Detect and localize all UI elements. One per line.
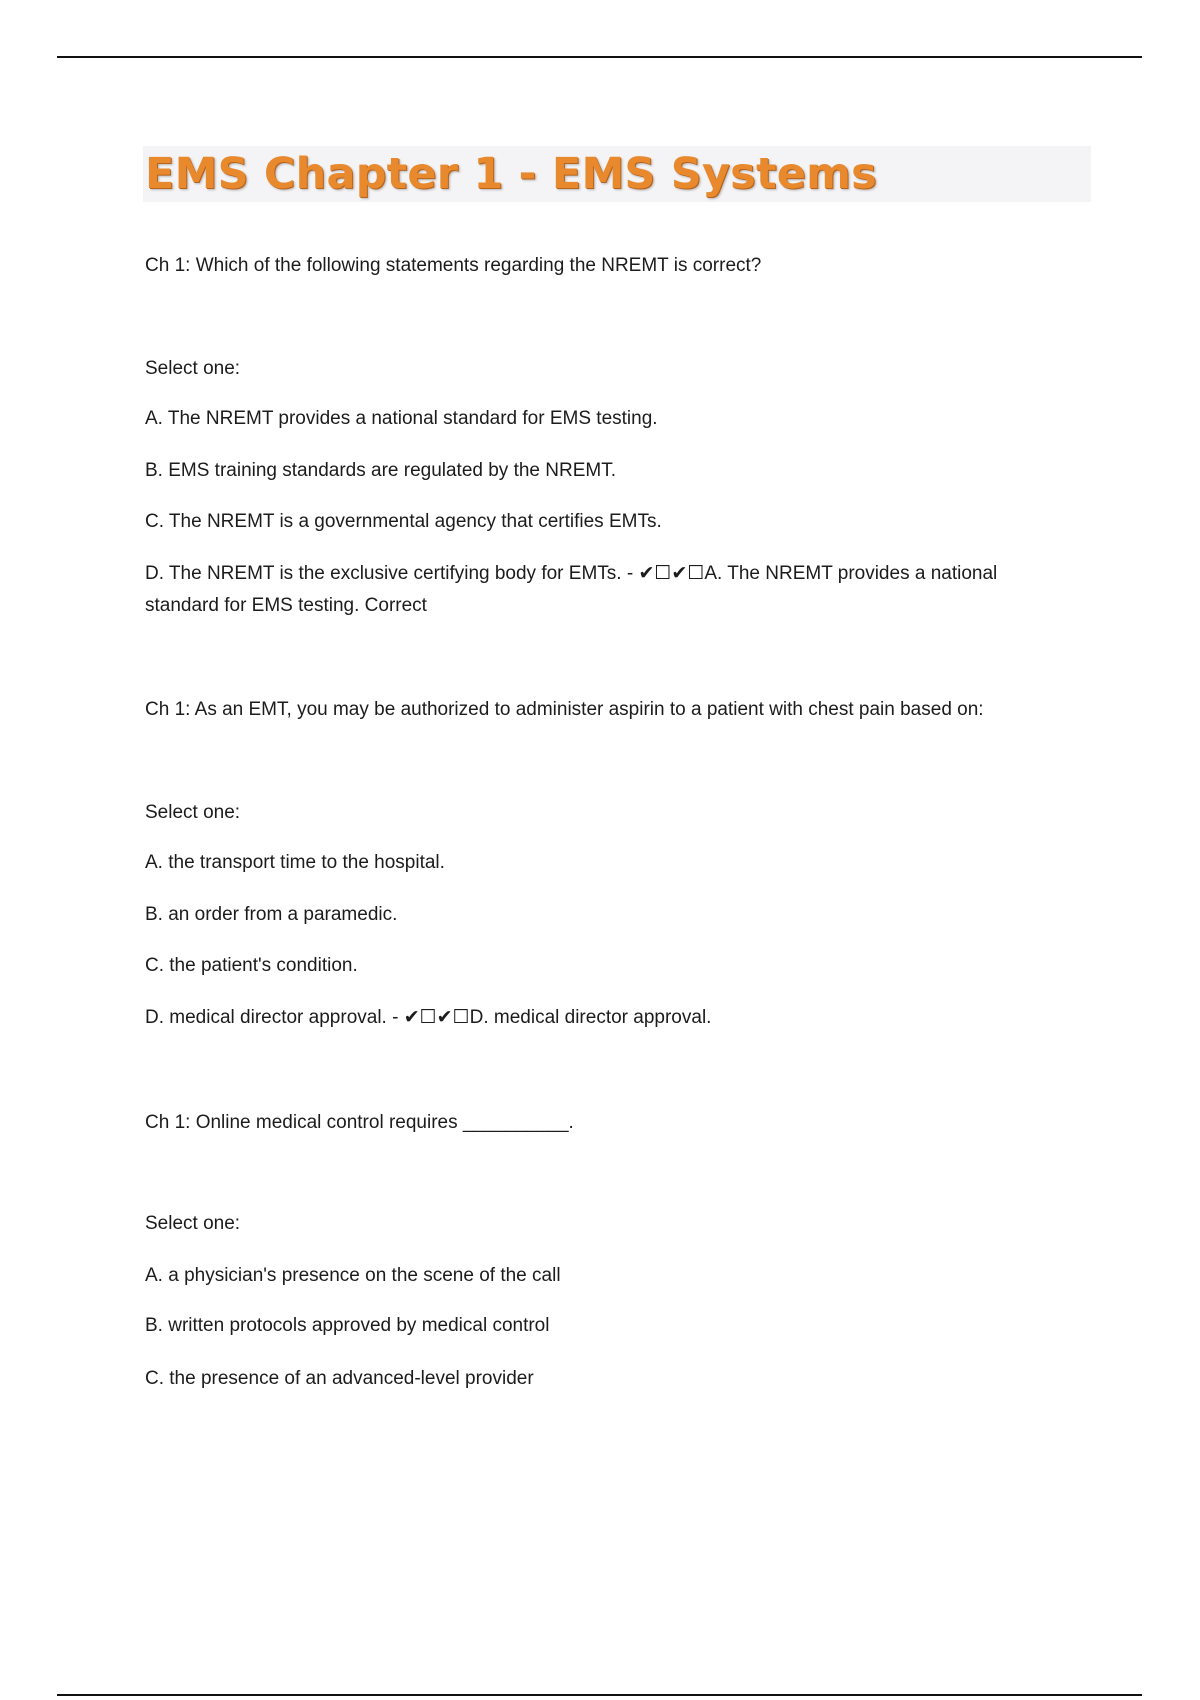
question-2-option-a: A. the transport time to the hospital.: [145, 852, 445, 873]
question-3-prompt: Ch 1: Online medical control requires __________.: [145, 1112, 574, 1133]
question-2-instruction: Select one:: [145, 802, 241, 823]
question-2-option-d-answer: D. medical director approval. - ✔☐✔☐D. medical director approval.: [145, 1007, 712, 1028]
question-3-option-c: C. the presence of an advanced-level provider: [145, 1368, 534, 1389]
question-2-prompt: Ch 1: As an EMT, you may be authorized to administer aspirin to a patient with chest pain based on:: [145, 699, 984, 720]
bottom-rule: [57, 1694, 1142, 1696]
question-3-option-b: B. written protocols approved by medical control: [145, 1315, 550, 1336]
document-title: EMS Chapter 1 - EMS Systems: [145, 149, 877, 199]
question-1-instruction: Select one:: [145, 358, 241, 379]
question-3-instruction: Select one:: [145, 1213, 241, 1234]
question-1-option-c: C. The NREMT is a governmental agency that certifies EMTs.: [145, 511, 662, 532]
question-1-prompt: Ch 1: Which of the following statements regarding the NREMT is correct?: [145, 255, 762, 276]
question-3-option-a: A. a physician's presence on the scene of the call: [145, 1265, 561, 1286]
question-2-option-b: B. an order from a paramedic.: [145, 904, 398, 925]
question-1-option-a: A. The NREMT provides a national standard for EMS testing.: [145, 408, 658, 429]
top-rule: [57, 56, 1142, 58]
question-1-option-b: B. EMS training standards are regulated by the NREMT.: [145, 460, 617, 481]
question-2-option-c: C. the patient's condition.: [145, 955, 358, 976]
question-1-option-d-answer: D. The NREMT is the exclusive certifying body for EMTs. - ✔☐✔☐A. The NREMT provides a national standard for EMS testing. Correct: [145, 563, 998, 616]
